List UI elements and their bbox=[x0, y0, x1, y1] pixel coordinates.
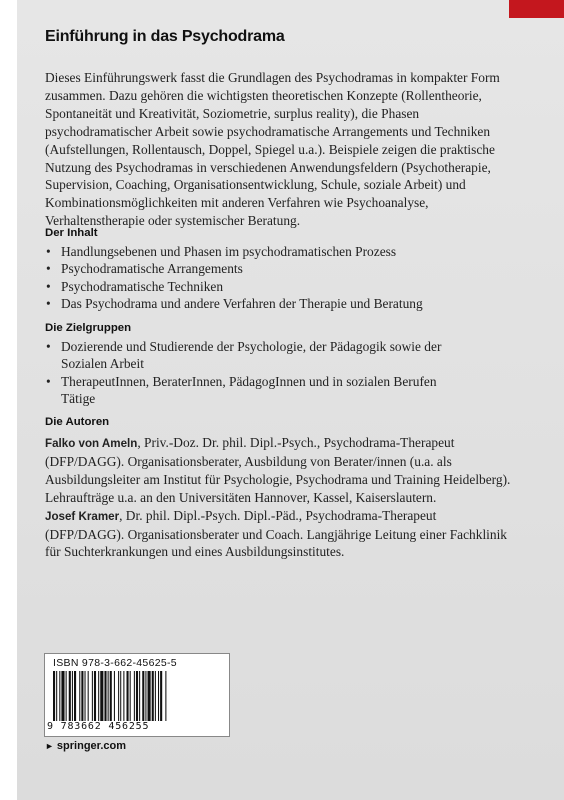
publisher-website bbox=[45, 740, 126, 752]
barcode-bar bbox=[155, 671, 156, 721]
publisher-color-tab bbox=[509, 0, 564, 18]
bullet-icon: • bbox=[46, 244, 51, 259]
authors-text bbox=[45, 434, 517, 561]
barcode-bar bbox=[139, 671, 140, 721]
barcode-bar bbox=[110, 671, 112, 721]
barcode-bar bbox=[148, 671, 151, 721]
barcode-bar bbox=[94, 671, 96, 721]
list-item: • Dozierende und Studierende der Psychologie, der Pädagogik sowie der Sozialen Arbeit bbox=[46, 339, 442, 372]
section-title-inhalt: Der Inhalt bbox=[45, 227, 98, 239]
barcode-icon bbox=[53, 671, 221, 721]
barcode-bar bbox=[66, 671, 67, 721]
barcode-bar bbox=[98, 671, 99, 721]
author-name: Falko von Ameln bbox=[45, 437, 138, 450]
barcode-bar bbox=[118, 671, 119, 721]
barcode-bar bbox=[152, 671, 154, 721]
bullet-icon: • bbox=[46, 296, 51, 312]
barcode-bar bbox=[145, 671, 146, 721]
barcode-bar bbox=[158, 671, 159, 721]
barcode-bar bbox=[165, 671, 166, 721]
book-title: Einführung in das Psychodrama bbox=[45, 28, 285, 45]
list-item: • Psychodramatische Arrangements bbox=[46, 261, 243, 277]
bullet-icon: • bbox=[46, 339, 51, 354]
barcode-bar bbox=[56, 671, 57, 721]
barcode-bar bbox=[92, 671, 93, 721]
arrow-right-icon: ► bbox=[45, 741, 54, 751]
author-bio: , Dr. phil. Dipl.-Psych. Dipl.-Päd., Psychodrama-Therapeut (DFP/DAGG). Organisationsberater und Coach. Langjährige Leitung einer Fachklinik für Suchterkrankungen und eines Ausbildungsinstitutes. bbox=[45, 507, 507, 560]
barcode-bar bbox=[114, 671, 115, 721]
barcode-bar bbox=[79, 671, 80, 721]
barcode-bar bbox=[59, 671, 60, 721]
barcode-bar bbox=[88, 671, 89, 721]
zielgruppen-list bbox=[45, 338, 455, 408]
publisher-url: springer.com bbox=[56, 740, 126, 752]
bullet-icon: • bbox=[46, 278, 51, 294]
inhalt-list bbox=[45, 243, 515, 313]
list-item: • Psychodramatische Techniken bbox=[46, 278, 224, 294]
barcode-bar bbox=[108, 671, 109, 721]
author-bio: , Priv.-Doz. Dr. phil. Dipl.-Psych., Psychodrama-Therapeut (DFP/DAGG). Organisationsberater, Ausbildung von Berater/innen (u.a. als Ausbildungsleiter am Institut für Psychologie, Psychodrama und Training Heidelberg). Lehraufträge u.a. an den Universitäten Hannover, Kassel, Kaiserslautern. bbox=[45, 435, 511, 505]
isbn-barcode-box bbox=[44, 653, 230, 737]
barcode-bar bbox=[130, 671, 131, 721]
section-title-zielgruppen: Die Zielgruppen bbox=[45, 322, 132, 334]
barcode-bar bbox=[104, 671, 106, 721]
barcode-number: 9 783662 456255 bbox=[47, 721, 150, 732]
list-item: • TherapeutInnen, BeraterInnen, PädagogInnen und in sozialen Berufen Tätige bbox=[46, 373, 437, 407]
description-text: Dieses Einführungswerk fasst die Grundlagen des Psychodramas in kompakter Form zusammen. Dazu gehören die wichtigsten theoretischen Konzepte (Rollentheorie, Spontaneität und Kreativität, Soziometrie, surplus reality), die Phasen psychodramatischer Arbeit sowie psychodramatische Arrangements und Techniken (Aufstellungen, Rollentausch, Doppel, Spiegel u.a.). Beispiele zeigen die praktische Nutzung des Psychodramas in verschiedenen Anwendungsfeldern (Psychotherapie, Supervision, Coaching, Organisationsentwicklung, Schule, soziale Arbeit) und Kombinationsmöglichkeiten mit anderen Verfahren wie Psychoanalyse, Verhaltenstherapie oder systemischer Beratung. bbox=[45, 70, 500, 229]
barcode-bar bbox=[160, 671, 162, 721]
barcode-bar bbox=[74, 671, 76, 721]
list-item: • Das Psychodrama und andere Verfahren der Therapie und Beratung bbox=[46, 296, 423, 312]
barcode-bar bbox=[134, 671, 135, 721]
barcode-bar bbox=[53, 671, 55, 721]
isbn-label: ISBN 978-3-662-45625-5 bbox=[53, 657, 177, 669]
barcode-bar bbox=[142, 671, 144, 721]
barcode-bar bbox=[69, 671, 71, 721]
barcode-bar bbox=[81, 671, 83, 721]
spine-edge bbox=[0, 0, 17, 800]
author-name: Josef Kramer bbox=[45, 509, 120, 523]
barcode-bar bbox=[61, 671, 64, 721]
list-item: • Handlungsebenen und Phasen im psychodramatischen Prozess bbox=[46, 244, 397, 259]
section-title-autoren: Die Autoren bbox=[45, 416, 110, 428]
barcode-bar bbox=[100, 671, 103, 721]
bullet-icon: • bbox=[46, 261, 51, 277]
bullet-icon: • bbox=[46, 373, 51, 389]
barcode-bar bbox=[136, 671, 138, 721]
barcode-bar bbox=[72, 671, 73, 721]
barcode-bar bbox=[127, 671, 129, 721]
barcode-bar bbox=[85, 671, 86, 721]
barcode-bar bbox=[120, 671, 121, 721]
barcode-bar bbox=[123, 671, 124, 721]
